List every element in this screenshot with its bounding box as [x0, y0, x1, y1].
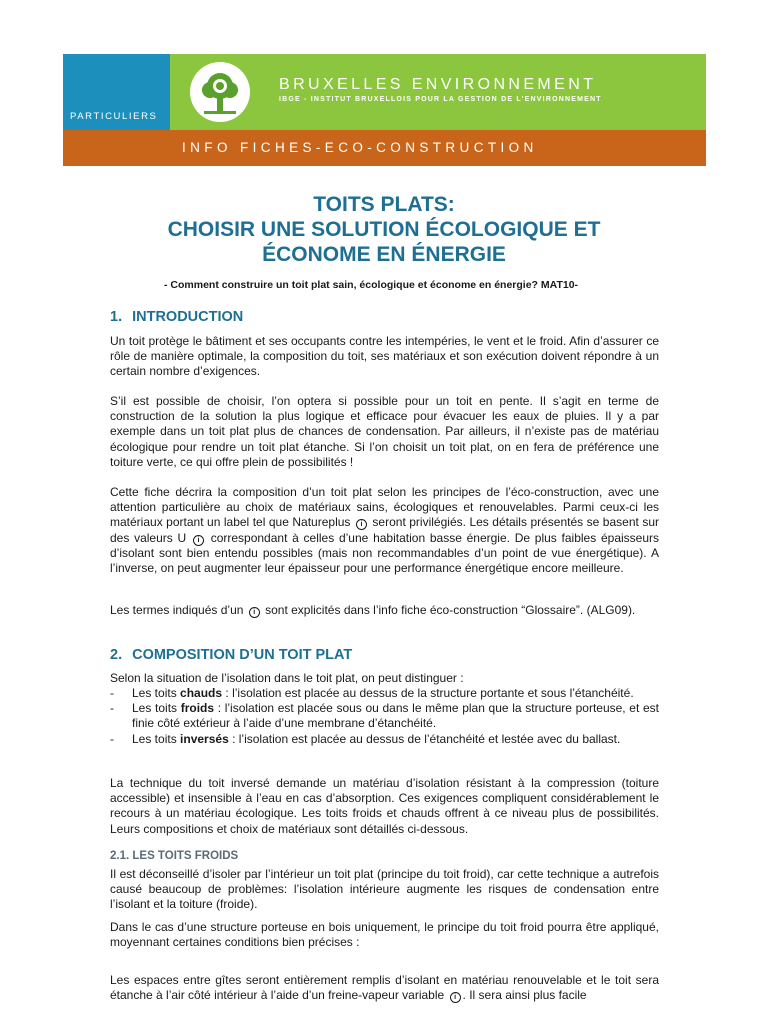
series-title: INFO FICHES-ECO-CONSTRUCTION [182, 140, 538, 155]
text-segment: Les termes indiqués d’un [110, 603, 244, 617]
brand-block [170, 54, 706, 130]
cold-roofs-paragraph-2: Dans le cas d’une structure porteuse en bois uniquement, le principe du toit froid pourra être appliqué, moyennant certaines conditions bien précises : [110, 920, 659, 950]
title-line-2: CHOISIR UNE SOLUTION ÉCOLOGIQUE ET [167, 218, 601, 241]
composition-paragraph-2: La technique du toit inversé demande un matériau d’isolation résistant à la compression (toiture accessible) et insensible à l’eau en cas d’absorption. Ces exigences compliquent considérablement le recours à un matériau écologique. Les toits froids et chauds offrent à ce niveau plus de possibilités. Leurs compositions et choix de matériaux sont détaillés ci-dessous. [110, 776, 659, 836]
text-segment: seront privilégiés. Les détails présentés se basent sur des valeurs U [110, 515, 659, 545]
intro-paragraph-1: Un toit protège le bâtiment et ses occupants contre les intempéries, le vent et le froid. Afin d’assurer ce rôle de manière optimale, la composition du toit, ses matériaux et son exécution doivent répondre à un certain nombre d’exigences. [110, 334, 659, 379]
category-block [63, 54, 170, 130]
section-heading-composition [110, 647, 352, 663]
text-segment: Les espaces entre gîtes seront entièrement remplis d’isolant en matériau renouvelable et le toit sera étanche à l’air côté intérieur à l’aide d’un freine-vapeur variable [110, 973, 659, 1003]
subsection-heading-cold-roofs: 2.1. LES TOITS FROIDS [110, 850, 239, 862]
header-banner [63, 54, 706, 166]
text-segment: correspondant à celles d’une habitation basse énergie. De plus faibles épaisseurs d’isolant sont bien entendu possibles (mais non recommandables d’un point de vue énergétique). A l’inverse, on peut augmenter leur épaisseur pour une performance énergétique encore meilleure. [110, 530, 660, 576]
section-number: 1. [110, 309, 123, 325]
info-icon: i [450, 992, 461, 1003]
section-title: INTRODUCTION [132, 309, 244, 325]
text-segment: Cette fiche décrira la composition d’un toit plat selon les principes de l’éco-construction, avec une attention particulière au choix de matériaux sains, écologiques et renouvelables. Parmi ceux-ci les matériaux portant un label tel que Natureplus [110, 485, 659, 530]
list-item: - Les toits inversés : l’isolation est placée au dessus de l’étanchéité et lestée avec du ballast. [110, 731, 621, 746]
info-icon: i [193, 535, 204, 546]
list-item: - Les toits froids : l’isolation est placée sous ou dans le même plan que la structure porteuse, et est finie côté extérieur à l’aide d’une membrane d’étanchéité. [110, 701, 659, 731]
info-icon: i [356, 519, 367, 530]
brand-subtitle: IBGE - INSTITUT BRUXELLOIS POUR LA GESTION DE L'ENVIRONNEMENT [279, 96, 602, 103]
series-strip [63, 130, 706, 166]
text-segment: . Il sera ainsi plus facile [462, 988, 587, 1003]
intro-paragraph-2: S’il est possible de choisir, l’on optera si possible pour un toit en pente. Il s’agit en terme de construction de la solution la plus logique et efficace pour évacuer les eaux de pluies. Il y a par exemple dans un toit plat plus de chances de condensation. Par ailleurs, il n’existe pas de matériau écologique pour rendre un toit plat étanche. Si l’on choisit un toit plat, on en fera de préférence une toiture verte, ce qui offre plein de possibilités ! [110, 394, 659, 469]
section-title: COMPOSITION D’UN TOIT PLAT [132, 647, 353, 663]
brand-name: BRUXELLES ENVIRONNEMENT [279, 76, 597, 93]
title-line-1: TOITS PLATS: [313, 193, 455, 216]
list-item: - Les toits chauds : l’isolation est placée au dessus de la structure portante et sous l’étanchéité. [110, 686, 634, 700]
cold-roofs-paragraph-3 [110, 973, 659, 1003]
intro-paragraph-3 [110, 485, 659, 576]
page-subtitle: - Comment construire un toit plat sain, écologique et économe en énergie? MAT10- [164, 279, 579, 291]
title-line-3: ÉCONOME EN ÉNERGIE [262, 243, 506, 266]
page-title [64, 192, 704, 267]
composition-intro: Selon la situation de l’isolation dans le toit plat, on peut distinguer : [110, 671, 464, 685]
text-segment: sont explicités dans l’info fiche éco-construction “Glossaire”. (ALG09). [265, 603, 636, 617]
info-icon: i [249, 607, 260, 618]
intro-paragraph-4 [110, 603, 659, 618]
section-number: 2. [110, 647, 123, 663]
section-heading-introduction [110, 309, 243, 325]
tree-logo-icon [190, 62, 250, 122]
roof-type-list [110, 686, 659, 747]
category-label: PARTICULIERS [70, 111, 158, 122]
cold-roofs-paragraph-1: Il est déconseillé d’isoler par l’intérieur un toit plat (principe du toit froid), car cette technique a autrefois causé beaucoup de problèmes: l’isolation intérieure augmente les risques de condensation entre l’isolant et la toiture (froide). [110, 867, 659, 912]
